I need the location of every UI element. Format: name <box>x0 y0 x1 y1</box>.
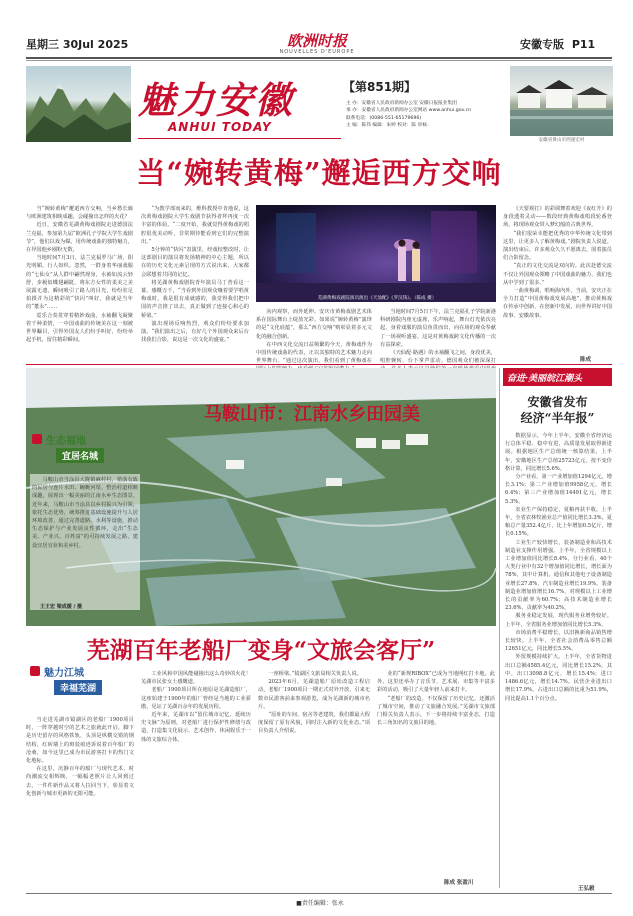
article2-headline: 芜湖百年老船厂变身“文旅会客厅” <box>86 637 436 664</box>
banner-info <box>346 100 506 130</box>
article1-col1 <box>26 205 133 347</box>
info-line: 主 编：陈伟 编辑：朱婷 校对：陈 审核： <box>346 123 432 129</box>
maanshan-body <box>30 474 140 610</box>
tag-line2: 幸福芜湖 <box>54 680 102 695</box>
paragraph: 当地时间7月3日，法兰克福罗马广场，阳光明媚，行人如织。忽然，一群身着华丽戏服的“七仙女”从人群中翩然现身，水袖如流云轻舒，步履似蝶翅翩跹，将东方女性的柔美之美展露无遗，瞬间吸引了路人的目光，纷纷驻足拍摄并为这精彩的“快闪”叫好，我就是当年的“董永”…… <box>26 255 133 311</box>
article2-col3 <box>258 670 370 886</box>
paragraph: 农业生产保持稳定，夏粮再获丰收。上半年，全省农林牧渔业总产值同比增长3.3%，夏粮总产量352.4亿斤，比上年增加0.5亿斤，增长0.15%。 <box>505 506 612 538</box>
masthead-en: NOUVELLES D'EUROPE <box>279 49 355 55</box>
article1-author: 陈成 <box>580 357 592 363</box>
tag-line2: 宜居名城 <box>56 448 104 463</box>
article2-tag <box>30 664 136 700</box>
banner-title: 魅力安徽 <box>138 78 294 122</box>
paragraph: 《天仙配·路遇》的水袖翻飞之间，身段优美，唱腔婉转，台下掌声雷动。德国观众们被深深打 <box>380 350 496 365</box>
paragraph: 当走进芜湖市镜湖区的老船厂1900项目时，一阵穿越时空的艺术之旅就此开启，脚下是历史留存的风格铁轨，头顶是纵横交错的钢结构，红砖墙上的斑驳痕迹诉说着百年船厂的沧桑，如今这里已成为市民游客打卡的热门文化地标。 <box>26 717 134 765</box>
article1-col5 <box>503 205 612 347</box>
section-divider <box>26 364 612 365</box>
banner-mountain-photo <box>26 66 131 142</box>
footer-divider <box>26 893 612 894</box>
sidebar-body <box>505 432 612 882</box>
maanshan-tag <box>32 432 132 466</box>
paragraph: 老船厂1900项目所在地原是芜湖造船厂，这座始建于1900年的船厂曾经是当地的工业骄傲，见证了芜湖百余年的发展历程。 <box>141 687 251 710</box>
header-edition <box>520 36 595 52</box>
banner-red-line <box>138 138 341 139</box>
paragraph: 当“婉转黄梅”邂逅西方交响，当乡愁长廊与欧洲建筑相映成趣，会碰撞出怎样的火花？ <box>26 206 133 221</box>
paragraph: 马鞍山市当涂县大陇镇麻村村，错落有致的民居与连片水田、蜿蜒河渠、整治村道相映成趣，展现出一幅美丽的江南水乡生态图景。近年来，马鞍山市当涂县以乡村振兴为引领，依托生态优势，统筹推进基础设施提升与人居环境改善，通过完善道路、水利等设施，推动生态保护与产业发展良性循环，走出“生态美、产业兴、百姓富”的可持续发展之路，建设宜居宜业和美乡村。 <box>32 477 138 549</box>
tag-mark <box>30 666 40 676</box>
header-date: 星期三 30Jul 2025 <box>26 38 129 51</box>
paragraph: “老船厂的改造，不仅保留了历史记忆，还激活了城市空间，推动了文旅融合发展。”芜湖市文旅部门相关负责人表示，下一步将持续丰富业态，打造长三角知名的文旅目的地。 <box>377 695 495 727</box>
paragraph: 近年来，芜湖市以“留住城市记忆、延续历史文脉”为原则，对老船厂进行保护性修缮与改造，打造集文化展示、艺术创作、休闲娱乐于一体的文旅综合体。 <box>141 712 251 743</box>
paragraph: 一座桥梁。”镜湖区文旅局相关负责人说。 <box>268 671 362 677</box>
issue-number: 【第851期】 <box>343 80 417 94</box>
paragraph: “原址的车间、宿舍等老建筑，我们都最大程度保留了原有风貌，同时注入新的文化业态。”项目负责人介绍说。 <box>258 712 370 735</box>
info-line: 主 办：安徽省人民政府新闻办公室 安徽日报报业集团 <box>346 101 457 106</box>
paragraph: 一曲黄梅调，唱响海内外。当前，安庆正在全力打造“中国黄梅戏发展高地”，推动黄梅戏在传承中创新、在创新中发展，向世界讲好中国故事、安徽故事。 <box>503 288 612 319</box>
page-number: P11 <box>571 38 596 51</box>
article1-col3 <box>256 308 372 365</box>
maanshan-author: 王王宏 梁成媛 / 摄 <box>40 604 83 610</box>
paragraph: 2023年6月，芜湖造船厂原址改造工程启动，老船厂1900项目一期正式对外开放，引来无数市民游客前来参观游览，成为芜湖新的城市名片。 <box>258 679 370 710</box>
info-line: 承 办：安徽省人民政府新闻办公室网站 www.anhui.gov.cn <box>346 108 472 114</box>
paragraph: 在中西文化交流日益频繁的今天，黄梅戏作为中国传统戏曲的代表，正以其独特的艺术魅力走向世界舞台。“通过这次演出，我们看到了黄梅戏在 <box>256 341 372 365</box>
paragraph: 在这里，沉静百年的船厂与现代艺术、时尚潮流交相辉映，一幅幅老照片让人回到过去，一件件新作品又将人拉回当下，彰显着文化创新与城市更新的无限可能。 <box>26 766 134 797</box>
banner-photo-caption: 安徽省黄山市西递宏村 <box>538 138 585 143</box>
paragraph: 外贸规模持续扩大。上半年，全省货物进出口总额4585.4亿元，同比增长15.2%。其中，出口3098.8亿元，增长15.4%；进口1486.6亿元，增长14.7%。民营企业进出口增长17.9%，占进出口总额的比重为51.9%，同比提高1.1个百分点。 <box>505 654 612 702</box>
info-line: 联系电话：(0086-551-65179696) <box>346 115 422 121</box>
paragraph: “真正的文化交流是双向的。此次赴德交流不仅让外国观众领略了中国戏曲的魅力，我们也从中学到了很多。” <box>503 263 612 286</box>
paragraph: 分产业看，第一产业增加值1294亿元，增长3.1%；第二产业增加值9958亿元，增长6.4%；第三产业增加值14491亿元，增长5.3%。 <box>505 474 612 505</box>
sidebar-headline-line: 经济“半年报” <box>520 411 595 425</box>
paragraph: 5分钟的“快闪”表演里，经戏校整改时，让这部剧目的演员将发扬精神的中心主题，所以在的历史文化元素呈现的方式说出来，大家都会联想着共同的记忆。 <box>141 247 249 278</box>
paragraph: 演出现场反响热烈，观众们纷纷要求加演，“我们演出之后，有好几个外国观众来后台找我们合影，说这是一次文化的盛宴。” <box>141 320 249 344</box>
maanshan-headline: 马鞍山市：江南水乡田园美 <box>204 404 420 425</box>
sidebar-headline <box>503 394 612 426</box>
sidebar-author: 王弘毅 <box>578 886 595 892</box>
sidebar-tag <box>503 368 612 386</box>
article2-col2 <box>141 670 251 886</box>
header-divider-thin <box>26 60 612 61</box>
tag-mark <box>32 434 42 444</box>
paragraph: 向内观察，而外延伸。安庆市黄梅戏剧艺术体系在国际舞台上绽放光彩。如果说“婉转黄梅”演绎的是“文化底蕴”，那么“西方交响”则彰显着多元文化的融合创新。 <box>256 309 372 340</box>
paragraph: 市场消费平稳增长，以旧换新商品销售增长较快。上半年，全省社会消费品零售总额12651亿元，同比增长5.5%。 <box>505 629 612 653</box>
article2-col4 <box>377 670 495 876</box>
opera-photo-caption: 芜湖黄梅戏剧院演员演出《天仙配》《罗汉钱》。（陈成 摄） <box>317 296 437 301</box>
article1-col2 <box>141 205 249 347</box>
sidebar-headline-line: 安徽省发布 <box>527 395 588 409</box>
banner-village-photo <box>510 66 613 136</box>
header-divider <box>26 57 612 59</box>
paragraph: 数据显示，今年上半年，安徽全省经济运行总体平稳、稳中有进，高质量发展取得新进展。根据地区生产总值统一核算结果，上半年，安徽地区生产总值25723亿元，按不变价格计算，同比增长5.6%。 <box>505 433 612 472</box>
masthead: 欧洲时报 <box>286 32 347 50</box>
paragraph: 霓乐合奏贯穿着精妙戏曲，水袖翻飞凝聚着千种柔情，一中国戏曲的传统美在这一刻被世界瞩目，引得外国友人们纷手叫好，纷纷举起手机，留住精彩瞬间。 <box>26 312 133 344</box>
paragraph: 《天要观打》的彩调舞着欢迎《夜红升》的身段透着灵动——数段经典黄梅戏唱段轮番登场，将现场观众带入梦幻般的古典世界。 <box>503 206 612 229</box>
paragraph: 当地时间7月5日下午，法兰克福孔子学院新港科研剧院内座无虚席，乐声响起，舞台灯光依次亮起，身着戏服的演员鱼贯而出，向在场的观众奉献了一场视听盛宴。这是对黄梅戏跨文化传播的一次有益探索。 <box>380 309 496 348</box>
paragraph: 近日，安徽省芜湖黄梅戏剧院走进德国法兰克福，参加第九届“欧洲孔子学院大学生戏剧节”，他们以戏为媒，用传统戏曲的独特魅力，在异国他乡圈粉无数。 <box>26 222 133 254</box>
article2-author: 陈成 张盈川 <box>444 880 474 886</box>
tag-line1: 生态福地 <box>46 436 86 447</box>
edition-label: 安徽专版 <box>520 38 564 51</box>
banner-subtitle: ANHUI TODAY <box>168 120 272 134</box>
paragraph: “为教学部而来的，维科教授中肯地说，这次黄梅戏剧院大学生戏剧节获得者拜再度一次丰富的体验。“二度开始，我就觉得黄梅戏的唱腔很优美动听，非常期待能看到它们的完整演出。” <box>141 206 249 245</box>
paragraph: 业的“新规RIBOX”已成为当地网红打卡地。此外，这里还举办了音乐节、艺术展、市集等丰富多彩的活动，吸引了大量年轻人前来打卡。 <box>377 671 495 694</box>
opera-stage-photo <box>256 205 496 302</box>
sidebar-divider <box>499 368 500 888</box>
paragraph: 服务业稳定发展，现代服务业增势较好。上半年，全省服务业增加值同比增长5.3%。 <box>505 613 612 628</box>
paragraph: 工业风和中国风能碰撞出这么奇妙的火花！芜湖市民张女士感慨道。 <box>141 671 251 686</box>
paragraph: 将芜湖黄梅戏剧院青年演员马丁普看这一幕，感慨万千，“当看到外国观众嚷着要学唱黄梅戏时，我是很有成就感的，我觉得我们把中国的声音推了出去，真正做到了连接心和心的桥梁。” <box>141 279 249 319</box>
sidebar-tag-text: 奋进·美丽皖江潮头 <box>507 374 583 384</box>
paragraph: “我们很荣幸能把优秀的中华传统文化带到这里，让更多人了解黄梅戏。”剧院负责人说道。演出结束后，许多观众久久不愿离去，围着演员们合影留念。 <box>503 230 612 262</box>
article1-headline: 当“婉转黄梅”邂逅西方交响 <box>136 156 502 190</box>
article2-col1 <box>26 716 134 886</box>
article1-col4 <box>380 308 496 365</box>
footer-editor: ■责任编辑：张永 <box>296 900 344 907</box>
paragraph: 工业生产较快增长，装备制造业和高技术制造业支撑作用增强。上半年，全省规模以上工业增加值同比增长8.4%，分行业看，40个大类行业中有32个增加值同比增长，增长面为78%，其中计算机、通信和其他电子设备制造业增长27.8%，汽车制造业增长19.9%。装备制造业增加值增长16.7%，对规模以上工业增长的贡献率为60.7%；高技术制造业增长23.6%，贡献率为40.2%。 <box>505 539 612 612</box>
tag-line1: 魅力江城 <box>44 668 84 679</box>
